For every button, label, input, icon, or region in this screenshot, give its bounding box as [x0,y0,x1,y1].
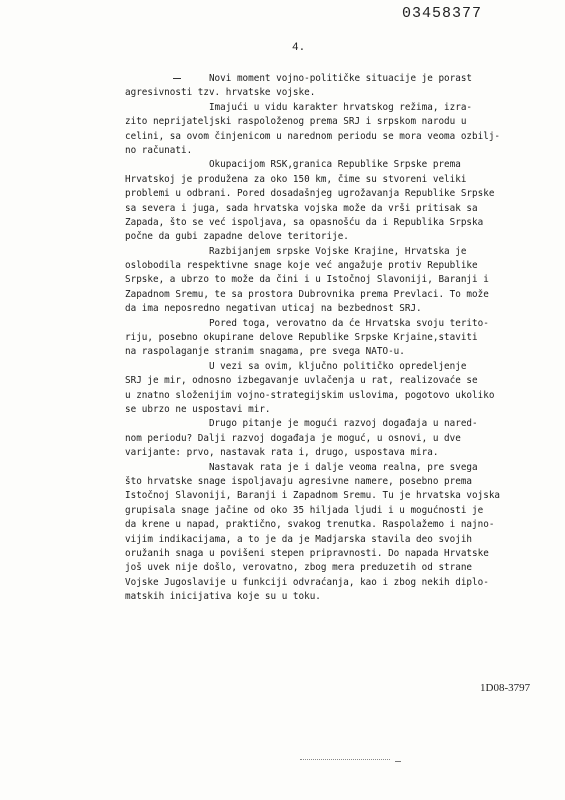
text-line: Drugo pitanje je mogući razvoj događaja u nared- [125,418,478,430]
text-line: riju, posebno okupirane delove Republike Srpske Krjaine,staviti [125,332,478,344]
bottom-signature-mark [300,755,410,763]
text-line: Srpske, a ubrzo to može da čini i u Istočnoj Slavoniji, Baranji i [125,274,489,286]
text-line: se ubrzo ne uspostavi mir. [125,403,271,415]
text-line: što hrvatske snage ispoljavaju agresivne namere, posebno prema [125,475,473,487]
text-line: Okupacijom RSK,granica Republike Srpske prema [125,159,461,171]
paragraph [125,72,545,101]
body-text [125,72,545,604]
text-line: Vojske Jugoslavije u funkciji odvraćanja, kao i zbog nekih diplo- [125,576,489,588]
text-line: sa severa i juga, sada hrvatska vojska može da vrši pritisak sa [125,202,478,214]
text-line: Hrvatskoj je produžena za oko 150 km, čime su stvoreni veliki [125,173,467,185]
text-line: problemi u odbrani. Pored dosadašnjeg ugrožavanja Republike Srpske [125,188,495,200]
text-line: agresivnosti tzv. hrvatske vojske. [125,87,316,99]
text-line: da ima neposredno negativan uticaj na bezbednost SRJ. [125,303,422,315]
paragraph [125,417,545,460]
text-line: počne da gubi zapadne delove teritorije. [125,231,349,243]
underline-mark [395,755,401,762]
paragraph [125,101,545,159]
text-line: SRJ je mir, odnosno izbegavanje uvlačenja u rat, realizovaće se [125,375,478,387]
text-line: Pored toga, verovatno da će Hrvatska svoju terito- [125,317,489,329]
text-line: da krene u napad, praktično, svakog trenutka. Raspolažemo i najno- [125,519,495,531]
text-line: nom periodu? Dalji razvoj događaja je moguć, u osnovi, u dve [125,432,461,444]
text-line: Razbijanjem srpske Vojske Krajine, Hrvatska je [125,245,467,257]
archive-reference: 1D08-3797 [480,682,531,694]
text-line: oslobodila respektivne snage koje već angažuje protiv Republike [125,260,478,272]
text-line: U vezi sa ovim, ključno političko opredeljenje [125,360,467,372]
paragraph [125,360,545,418]
text-line: Nastavak rata je i dalje veoma realna, pre svega [125,461,478,473]
text-line: Imajući u vidu karakter hrvatskog režima, izra- [125,101,473,113]
page-number: 4. [292,42,306,54]
paragraph [125,158,545,244]
text-line: grupisala snage jačine od oko 35 hiljada ljudi i u mogućnosti je [125,504,484,516]
text-line: Novi moment vojno-političke situacije je porast [125,73,473,84]
paragraph [125,317,545,360]
text-line: Istočnoj Slavoniji, Baranji i Zapadnom Sremu. Tu je hrvatska vojska [125,490,501,502]
text-line: varijante: prvo, nastavak rata i, drugo, uspostava mira. [125,447,439,459]
text-line: oružanih snaga u povišeni stepen pripravnosti. Do napada Hrvatske [125,547,489,559]
text-line: celini, sa ovom činjenicom u narednom periodu se mora veoma ozbilj- [125,130,501,142]
text-line: zito neprijateljski raspoloženog prema SRJ i srpskom narodu u [125,116,467,128]
text-line: u znatno složenijim vojno-strategijskim uslovima, pogotovo ukoliko [125,389,495,401]
text-line: Zapadnom Sremu, te sa prostora Dubrovnika prema Prevlaci. To može [125,288,489,300]
paragraph [125,245,545,317]
paragraph [125,461,545,605]
text-line: na raspolaganje stranim snagama, pre svega NATO-u. [125,346,405,358]
text-line: vijim indikacijama, a to je da je Madjarska stavila deo svojih [125,533,473,545]
text-line: matskih inicijativa koje su u toku. [125,591,321,603]
dotted-line [300,759,390,760]
text-line: još uvek nije došlo, verovatno, zbog mera preduzetih od strane [125,562,473,574]
text-line: no računati. [125,144,193,156]
text-line: Zapada, što se već ispoljava, sa opasnošću da i Republika Srpska [125,216,484,228]
document-number: 03458377 [402,5,483,22]
